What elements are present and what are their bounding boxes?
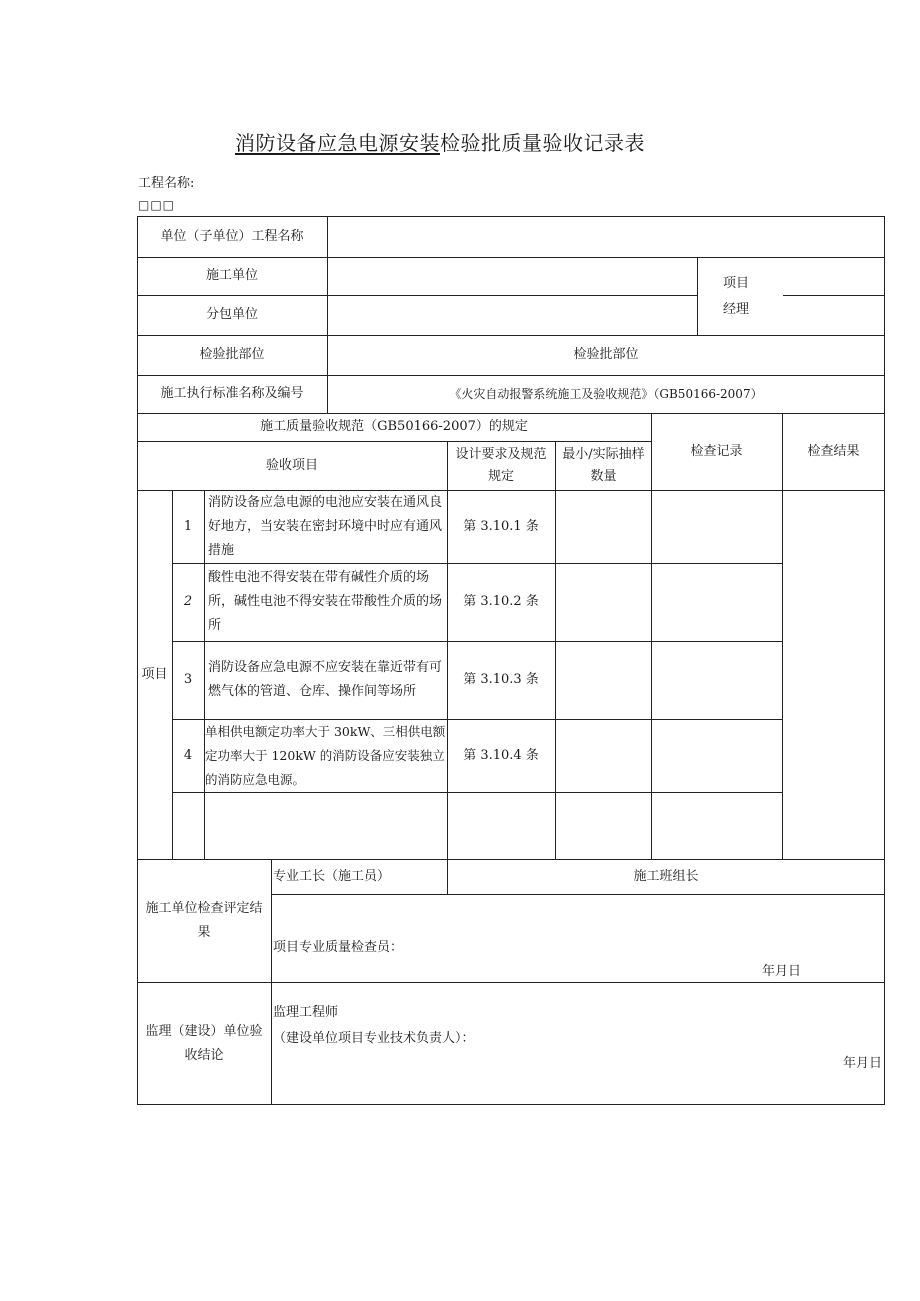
item-sample[interactable] (555, 490, 651, 563)
item-record[interactable] (651, 719, 782, 792)
subcontract-unit-value[interactable] (327, 295, 697, 335)
item-sample[interactable] (555, 719, 651, 792)
item-text: 酸性电池不得安装在带有碱性介质的场所，碱性电池不得安装在带酸性介质的场所 (208, 570, 443, 633)
design-req-header: 设计要求及规范规定 (455, 446, 547, 484)
construction-unit-label: 施工单位 (205, 268, 258, 283)
standard-value: 《火灾自动报警系统施工及验收规范》（GB50166-2007） (449, 387, 763, 401)
min-sample-header: 最小/实际抽样数量 (562, 446, 645, 484)
items-label: 项目 (141, 666, 168, 682)
item-text: 消防设备应急电源不应安装在靠近带有可燃气体的管道、仓库、操作间等场所 (208, 660, 443, 699)
subcontract-unit-label: 分包单位 (205, 307, 258, 322)
team-leader-label: 施工班组长 (633, 868, 699, 884)
foreman-label: 专业工长（施工员） (273, 868, 391, 884)
item-text: 单相供电额定功率大于 30kW、三相供电额定功率大于 120kW 的消防设备应安装独立的消防应急电源。 (205, 723, 446, 787)
batch-part-label: 检验批部位 (199, 347, 265, 362)
document-title (0, 127, 880, 156)
item-record[interactable] (651, 563, 782, 641)
supervision-engineer-label: 监理工程师 (273, 1005, 339, 1020)
item-clause: 第 3.10.2 条 (463, 594, 539, 609)
supervision-date: 年月日 (843, 1056, 883, 1071)
check-result-header: 检查结果 (807, 443, 860, 459)
item-record[interactable] (651, 490, 782, 563)
item-clause: 第 3.10.4 条 (463, 747, 539, 763)
title-part1: 消防设备应急电源安装 (235, 131, 440, 155)
item-no: 1 (183, 518, 193, 534)
owner-rep-label: （建设单位项目专业技术负责人）： (273, 1031, 475, 1046)
item-no: 2 (183, 594, 193, 609)
unit-project-value[interactable] (327, 216, 885, 257)
batch-part-value: 检验批部位 (573, 347, 639, 362)
item-no: 3 (183, 672, 193, 687)
item-clause: 第 3.10.3 条 (463, 672, 539, 687)
pm-label-2: 经理 (722, 302, 749, 317)
construction-date: 年月日 (762, 964, 802, 979)
item-text: 消防设备应急电源的电池应安装在通风良好地方，当安装在密封环境中时应有通风措施 (208, 494, 443, 558)
inspector-label: 项目专业质量检查员： (273, 940, 404, 955)
item-sample[interactable] (555, 641, 651, 719)
project-name-label: 工程名称: (138, 176, 195, 191)
check-record-header: 检查记录 (690, 443, 743, 459)
acceptance-item-header: 验收项目 (265, 457, 318, 473)
construction-check-label: 施工单位检查评定结果 (145, 900, 263, 940)
unit-project-label: 单位（子单位）工程名称 (160, 228, 304, 244)
item-clause: 第 3.10.1 条 (463, 518, 539, 534)
standard-label: 施工执行标准名称及编号 (160, 386, 304, 401)
pm-value[interactable] (783, 257, 885, 295)
supervision-label: 监理（建设）单位验收结论 (145, 1023, 263, 1063)
construction-unit-value[interactable] (327, 257, 697, 295)
check-result-value[interactable] (782, 490, 885, 859)
checkbox-placeholders: □□□ (138, 198, 176, 212)
spec-title: 施工质量验收规范（GB50166-2007）的规定 (260, 419, 528, 434)
item-record[interactable] (651, 641, 782, 719)
title-part2: 检验批质量验收记录表 (440, 131, 645, 155)
item-no: 4 (183, 747, 193, 763)
item-sample[interactable] (555, 563, 651, 641)
pm-label-1: 项目 (722, 276, 749, 291)
